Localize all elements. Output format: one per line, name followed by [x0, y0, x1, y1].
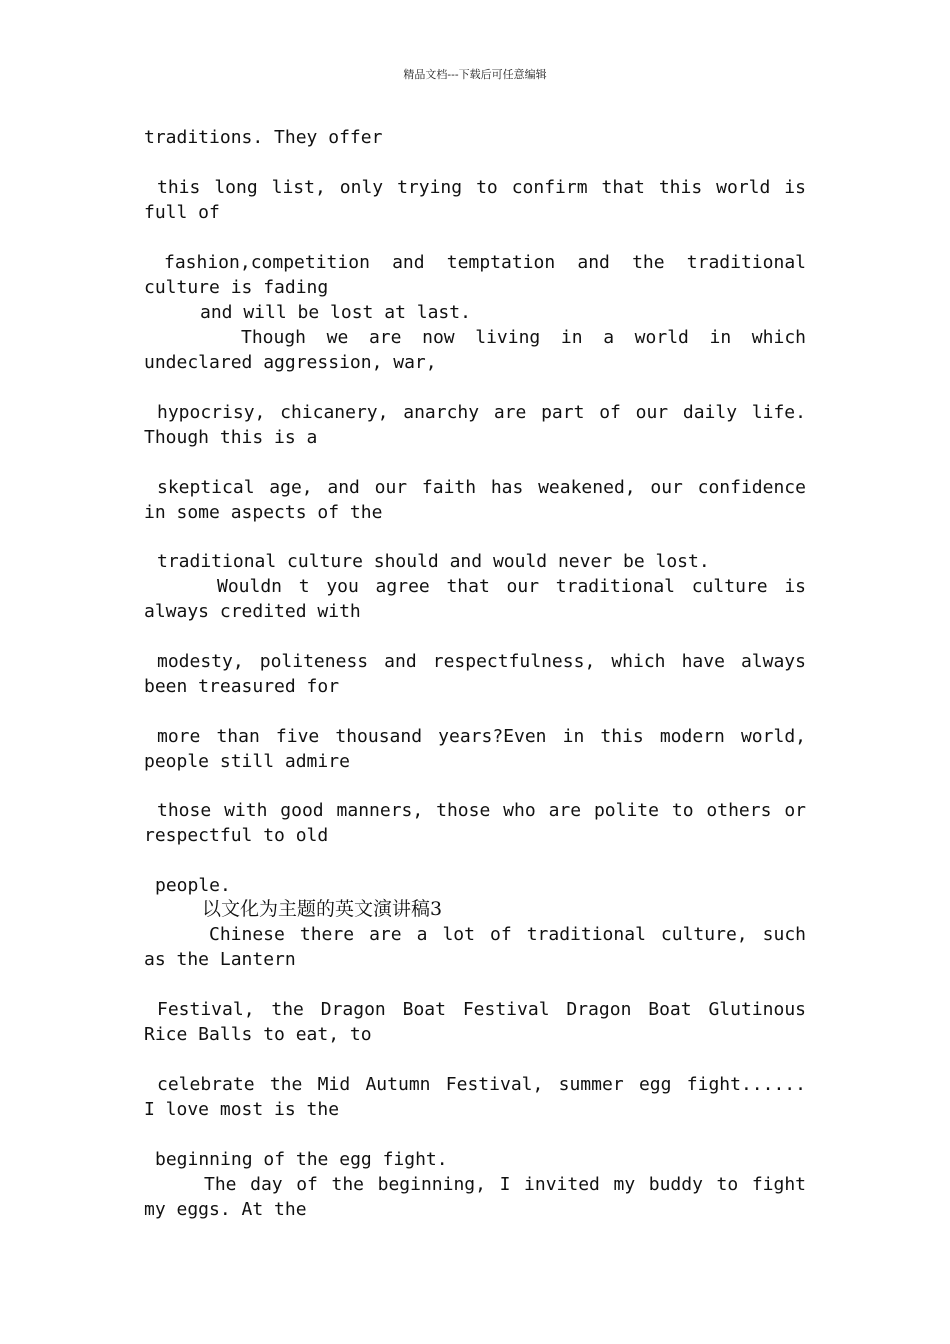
- text-line: as the Lantern: [144, 949, 296, 970]
- text-line: traditions. They offer: [144, 127, 383, 148]
- text-line: Chinese there are a lot of traditional culture, such: [209, 924, 806, 945]
- text-line: full of: [144, 202, 220, 223]
- text-line: traditional culture should and would never be lost.: [157, 551, 710, 572]
- text-line: those with good manners, those who are polite to others or: [157, 800, 806, 821]
- text-line: hypocrisy, chicanery, anarchy are part of our daily life.: [157, 402, 806, 423]
- text-line: I love most is the: [144, 1099, 340, 1120]
- section-heading: 以文化为主题的英文演讲稿3: [202, 898, 443, 920]
- text-line: been treasured for: [144, 676, 340, 697]
- text-line: and will be lost at last.: [200, 302, 471, 323]
- text-line: in some aspects of the: [144, 502, 383, 523]
- text-line: celebrate the Mid Autumn Festival, summer egg fight......: [157, 1074, 806, 1095]
- text-line: Though we are now living in a world in which: [241, 327, 806, 348]
- text-line: Festival, the Dragon Boat Festival Dragon Boat Glutinous: [157, 999, 806, 1020]
- text-line: more than five thousand years?Even in this modern world,: [157, 726, 806, 747]
- text-line: Though this is a: [144, 427, 318, 448]
- text-line: modesty, politeness and respectfulness, which have always: [157, 651, 806, 672]
- text-line: undeclared aggression, war,: [144, 352, 437, 373]
- text-line: always credited with: [144, 601, 361, 622]
- text-line: beginning of the egg fight.: [155, 1149, 448, 1170]
- text-line: skeptical age, and our faith has weakened, our confidence: [157, 477, 806, 498]
- text-line: culture is fading: [144, 277, 329, 298]
- text-line: this long list, only trying to confirm that this world is: [157, 177, 806, 198]
- page-header: 精品文档---下载后可任意编辑: [403, 68, 547, 81]
- text-line: fashion,competition and temptation and the traditional: [164, 252, 806, 273]
- text-line: respectful to old: [144, 825, 329, 846]
- text-line: people.: [155, 875, 231, 896]
- text-line: people still admire: [144, 751, 350, 772]
- text-line: The day of the beginning, I invited my buddy to fight: [204, 1174, 806, 1195]
- text-line: Wouldn t you agree that our traditional culture is: [217, 576, 806, 597]
- text-line: Rice Balls to eat, to: [144, 1024, 372, 1045]
- text-line: my eggs. At the: [144, 1199, 307, 1220]
